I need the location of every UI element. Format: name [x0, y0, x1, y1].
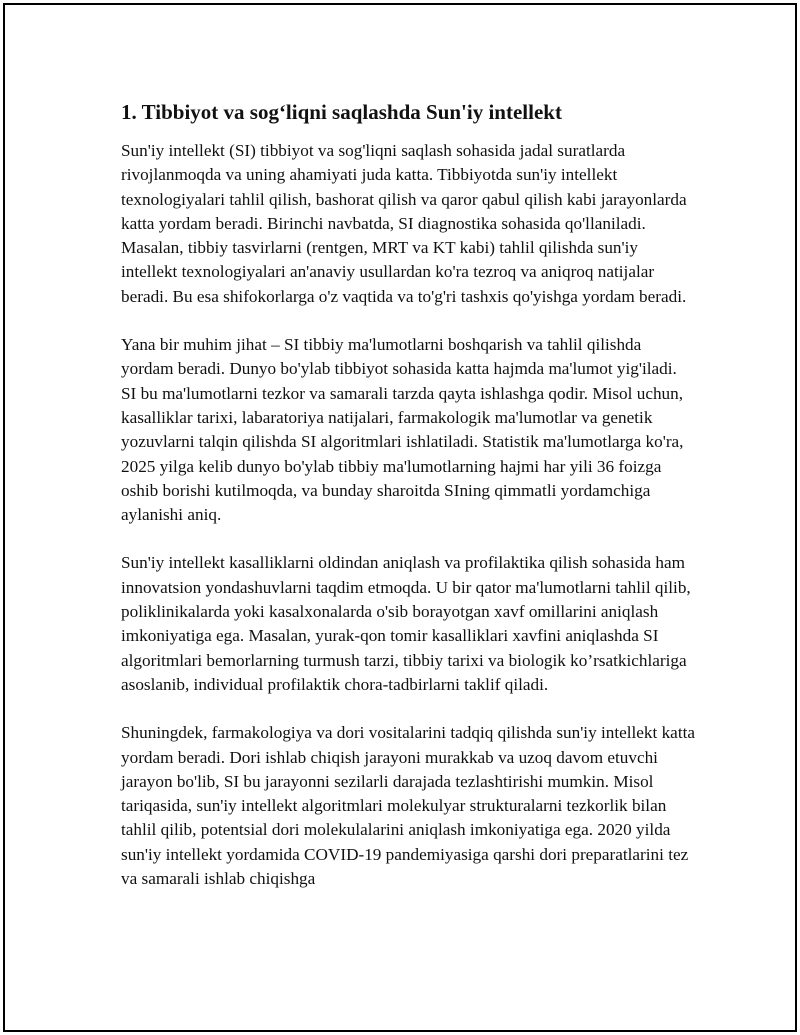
paragraph-4: Shuningdek, farmakologiya va dori vositalarini tadqiq qilishda sun'iy intellekt katta yordam beradi. Dori ishlab chiqish jarayoni murakkab va uzoq davom etuvchi jarayon bo'lib, SI bu jarayonni sezilarli darajada tezlashtirishi mumkin. Misol tariqasida, sun'iy intellekt algoritmlari molekulyar strukturalarni tezkorlik bilan tahlil qilib, potentsial dori molekulalarini aniqlash imkoniyatiga ega. 2020 yilda sun'iy intellekt yordamida COVID-19 pandemiyasiga qarshi dori preparatlarini tez va samarali ishlab chiqishga — [121, 723, 695, 889]
paragraph-2: Yana bir muhim jihat – SI tibbiy ma'lumotlarni boshqarish va tahlil qilishda yordam beradi. Dunyo bo'ylab tibbiyot sohasida katta hajmda ma'lumot yig'iladi. SI bu ma'lumotlarni tezkor va samarali tarzda qayta ishlashga qodir. Misol uchun, kasalliklar tarixi, labaratoriya natijalari, farmakologik ma'lumotlar va genetik yozuvlarni talqin qilishda SI algoritmlari ishlatiladi. Statistik ma'lumotlarga ko'ra, 2025 yilga kelib dunyo bo'ylab tibbiy ma'lumotlarning hajmi har yili 36 foizga oshib borishi kutilmoqda, va bunday sharoitda SIning qimmatli yordamchiga aylanishi aniq. — [121, 335, 684, 525]
paragraph-1: Sun'iy intellekt (SI) tibbiyot va sog'liqni saqlash sohasida jadal suratlarda rivojlanmoqda va uning ahamiyati juda katta. Tibbiyotda sun'iy intellekt texnologiyalari tahlil qilish, bashorat qilish va qaror qabul qilish kabi jarayonlarda katta yordam beradi. Birinchi navbatda, SI diagnostika sohasida qo'llaniladi. Masalan, tibbiy tasvirlarni (rentgen, MRT va KT kabi) tahlil qilishda sun'iy intellekt texnologiyalari an'anaviy usullardan ko'ra tezroq va aniqroq natijalar beradi. Bu esa shifokorlarga o'z vaqtida va to'g'ri tashxis qo'yishga yordam beradi. — [121, 141, 687, 306]
document-body — [121, 98, 696, 915]
document-page — [3, 3, 797, 1032]
paragraph-3: Sun'iy intellekt kasalliklarni oldindan aniqlash va profilaktika qilish sohasida ham innovatsion yondashuvlarni taqdim etmoqda. U bir qator ma'lumotlarni tahlil qilib, poliklinikalarda yoki kasalxonalarda o'sib borayotgan xavf omillarini aniqlash imkoniyatiga ega. Masalan, yurak-qon tomir kasalliklari xavfini aniqlashda SI algoritmlari bemorlarning turmush tarzi, tibbiy tarixi va biologik ko’rsatkichlariga asoslanib, individual profilaktik chora-tadbirlarni taklif qiladi. — [121, 553, 691, 694]
section-heading: 1. Tibbiyot va sog‘liqni saqlashda Sun'iy intellekt — [121, 100, 562, 124]
